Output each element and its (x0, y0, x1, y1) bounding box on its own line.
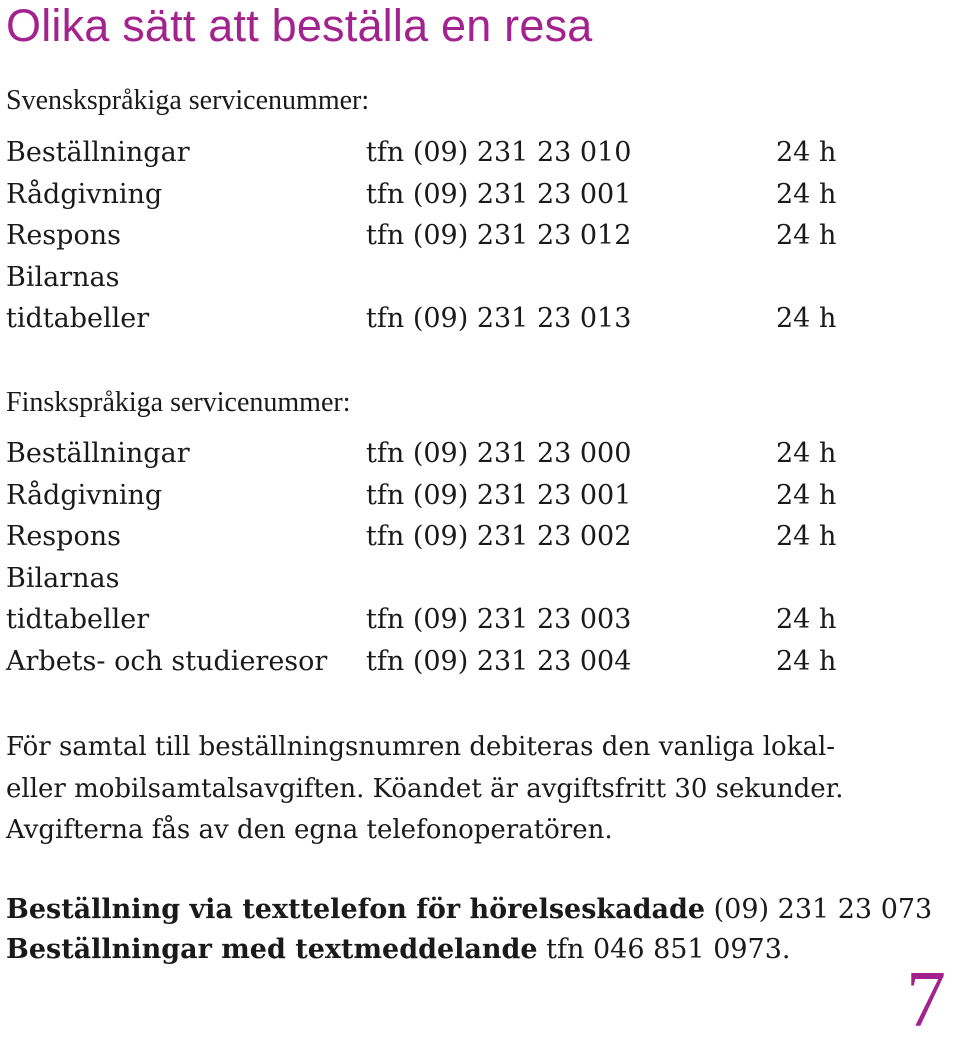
fee-note-line: eller mobilsamtalsavgiften. Köandet är avgiftsfritt 30 sekunder. (6, 773, 844, 804)
swedish-services-table (6, 132, 906, 340)
table-row (6, 174, 906, 216)
service-label: Rådgivning (6, 479, 163, 511)
service-hours: 24 h (776, 479, 837, 511)
service-label: Respons (6, 220, 121, 251)
textphone-number: (09) 231 23 073 (705, 894, 933, 925)
service-label: Bilarnas tidtabeller (6, 261, 150, 334)
service-label: Rådgivning (6, 178, 163, 210)
table-row (6, 516, 906, 558)
phone-number: tfn (09) 231 23 001 (366, 178, 632, 210)
textphone-contact (6, 890, 946, 930)
sms-label: Beställningar med textmeddelande (6, 934, 538, 965)
table-row (6, 132, 906, 174)
table-row (6, 257, 906, 340)
service-hours: 24 h (776, 521, 837, 552)
service-label: Bilarnas tidtabeller (6, 562, 150, 635)
service-hours: 24 h (776, 303, 837, 334)
service-label: Beställningar (6, 438, 190, 469)
page-title: Olika sätt att beställa en resa (6, 0, 593, 51)
service-hours: 24 h (776, 220, 837, 251)
service-hours: 24 h (776, 645, 837, 677)
service-label: Respons (6, 521, 121, 552)
phone-number: tfn (09) 231 23 013 (366, 303, 632, 334)
service-label: Beställningar (6, 137, 190, 168)
service-hours: 24 h (776, 438, 837, 469)
service-hours: 24 h (776, 604, 837, 635)
service-label: Arbets- och studieresor (6, 645, 328, 677)
fee-note (6, 727, 926, 852)
phone-number: tfn (09) 231 23 003 (366, 604, 632, 635)
table-row (6, 558, 906, 641)
table-row (6, 475, 906, 517)
service-hours: 24 h (776, 137, 837, 168)
finnish-services-table (6, 433, 906, 682)
phone-number: tfn (09) 231 23 002 (366, 521, 632, 552)
fee-note-line: Avgifterna fås av den egna telefonoperatören. (6, 815, 613, 845)
table-row (6, 433, 906, 475)
table-row (6, 641, 906, 683)
service-hours: 24 h (776, 178, 837, 210)
phone-number: tfn (09) 231 23 012 (366, 220, 632, 251)
phone-number: tfn (09) 231 23 010 (366, 137, 632, 168)
phone-number: tfn (09) 231 23 000 (366, 438, 632, 469)
page-number: 7 (906, 956, 946, 1044)
phone-number: tfn (09) 231 23 004 (366, 645, 632, 677)
phone-number: tfn (09) 231 23 001 (366, 479, 632, 511)
finnish-services-heading: Finskspråkiga servicenummer: (6, 387, 351, 418)
table-row (6, 215, 906, 257)
fee-note-line: För samtal till beställningsnumren debiteras den vanliga lokal- (6, 732, 836, 762)
textphone-label: Beställning via texttelefon för hörelseskadade (6, 894, 706, 925)
swedish-services-heading: Svenskspråkiga servicenummer: (6, 85, 370, 116)
sms-contact (6, 930, 946, 970)
sms-number: tfn 046 851 0973. (537, 934, 791, 965)
